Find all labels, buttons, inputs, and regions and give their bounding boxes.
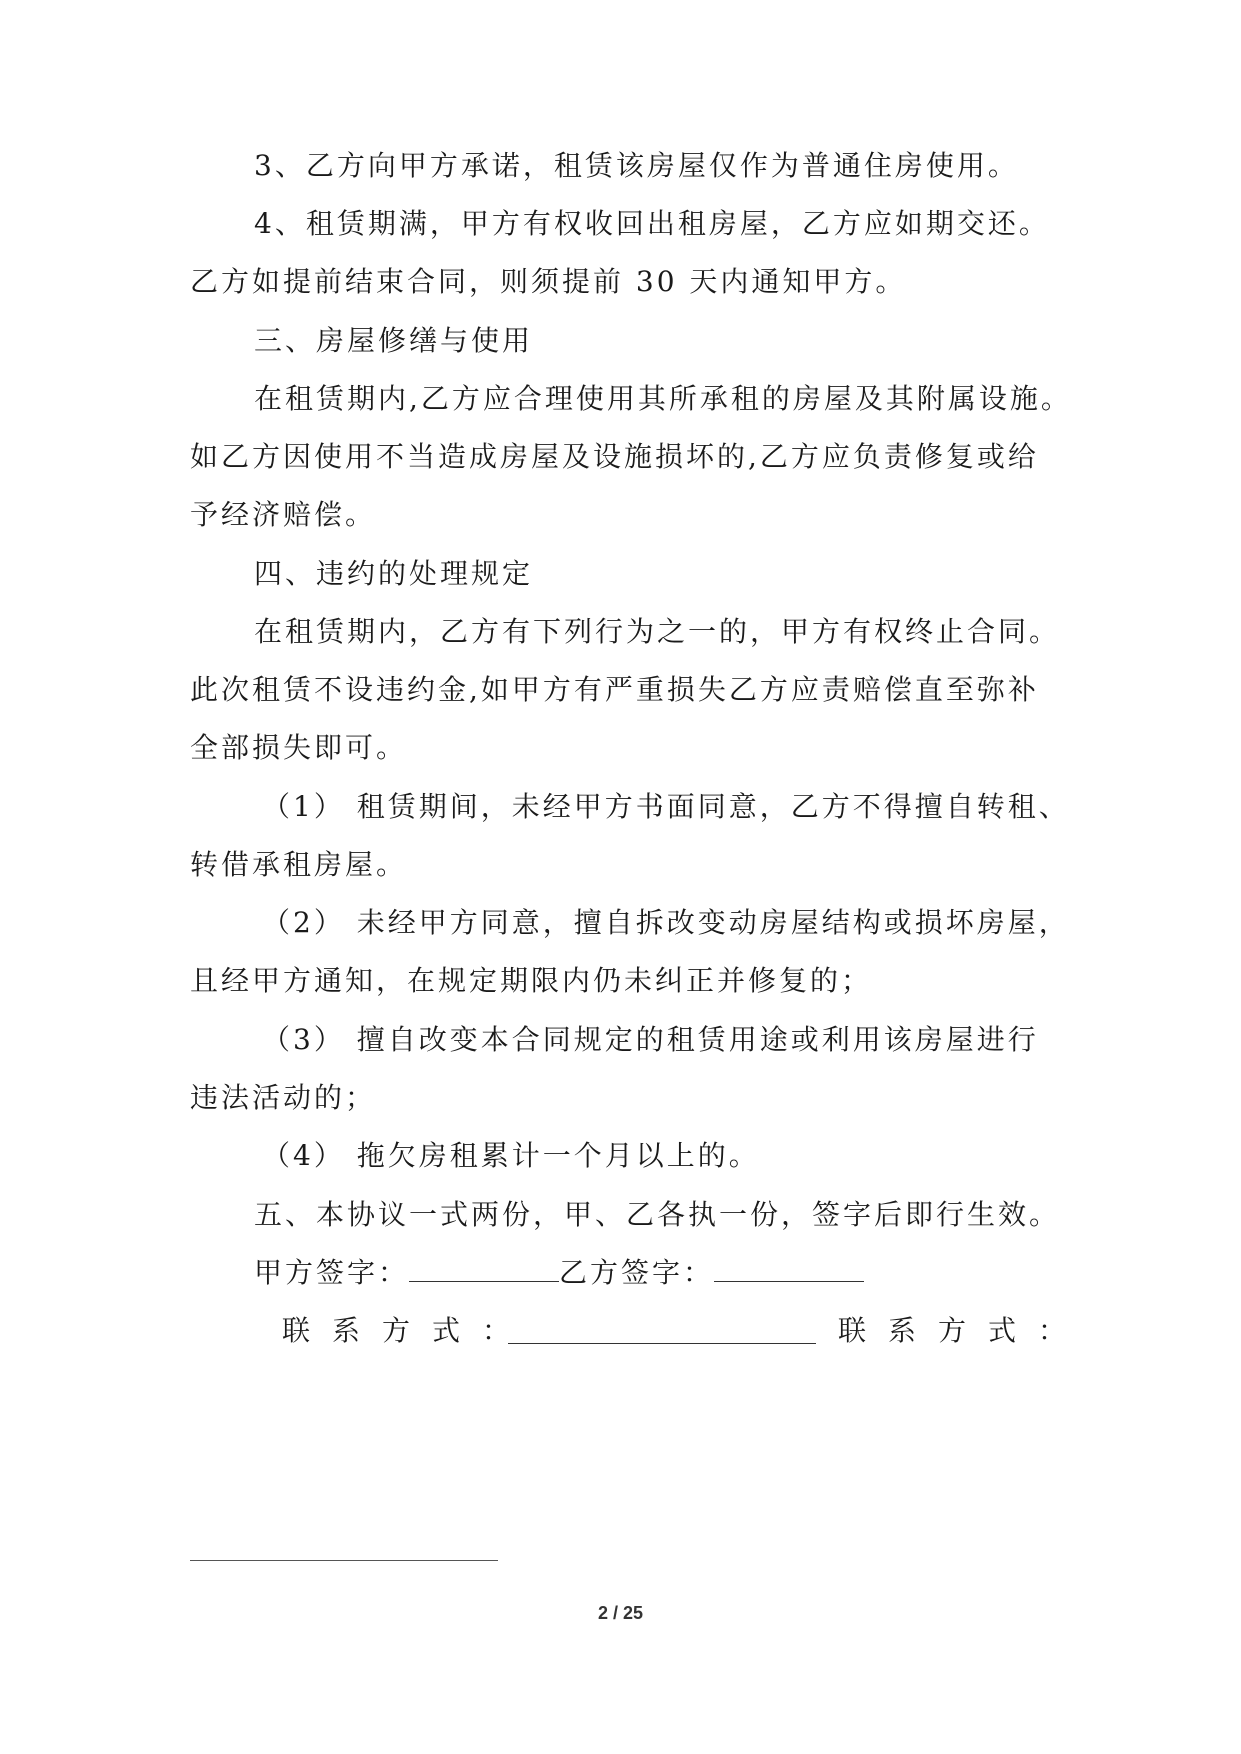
party-b-signature-line[interactable] bbox=[714, 1255, 864, 1282]
section-3-heading: 三、房屋修缮与使用 bbox=[254, 324, 534, 357]
contact-b-line[interactable] bbox=[190, 1560, 498, 1561]
clause-3: 3、乙方向甲方承诺，租赁该房屋仅作为普通住房使用。 bbox=[254, 149, 1019, 182]
section-3-line-2: 如乙方因使用不当造成房屋及设施损坏的,乙方应负责修复或给 bbox=[190, 440, 1039, 473]
clause-4-line-1: 4、租赁期满，甲方有权收回出租房屋，乙方应如期交还。 bbox=[254, 207, 1050, 240]
section-4-heading: 四、违约的处理规定 bbox=[254, 557, 534, 590]
section-4-line-2: 此次租赁不设违约金,如甲方有严重损失乙方应责赔偿直至弥补 bbox=[190, 673, 1039, 706]
party-a-signature-label: 甲方签字： bbox=[254, 1256, 410, 1289]
contact-a-label: 联系方式： bbox=[282, 1314, 533, 1347]
party-a-signature-line[interactable] bbox=[409, 1255, 559, 1282]
contact-b-label: 联系方式： bbox=[838, 1314, 1089, 1347]
item-3-line-1: （3） 擅自改变本合同规定的租赁用途或利用该房屋进行 bbox=[262, 1023, 1039, 1056]
item-1-line-2: 转借承租房屋。 bbox=[190, 848, 408, 881]
signature-row bbox=[254, 1255, 864, 1291]
contact-a-line[interactable] bbox=[508, 1317, 816, 1344]
section-3-line-1: 在租赁期内,乙方应合理使用其所承租的房屋及其附属设施。 bbox=[254, 382, 1072, 415]
party-b-signature-label: 乙方签字： bbox=[559, 1256, 715, 1289]
item-3-line-2: 违法活动的； bbox=[190, 1081, 377, 1114]
section-5: 五、本协议一式两份，甲、乙各执一份，签字后即行生效。 bbox=[254, 1198, 1061, 1231]
item-1-line-1: （1） 租赁期间，未经甲方书面同意，乙方不得擅自转租、 bbox=[262, 790, 1070, 823]
section-4-line-3: 全部损失即可。 bbox=[190, 731, 408, 764]
section-3-line-3: 予经济赔偿。 bbox=[190, 498, 377, 531]
section-4-line-1: 在租赁期内，乙方有下列行为之一的，甲方有权终止合同。 bbox=[254, 615, 1061, 648]
item-4: （4） 拖欠房租累计一个月以上的。 bbox=[262, 1139, 760, 1172]
item-2-line-2: 且经甲方通知，在规定期限内仍未纠正并修复的； bbox=[190, 964, 873, 997]
page-number: 2 / 25 bbox=[597, 1603, 644, 1623]
item-2-line-1: （2） 未经甲方同意，擅自拆改变动房屋结构或损坏房屋， bbox=[262, 906, 1070, 939]
clause-4-line-2: 乙方如提前结束合同，则须提前 30 天内通知甲方。 bbox=[190, 265, 907, 298]
